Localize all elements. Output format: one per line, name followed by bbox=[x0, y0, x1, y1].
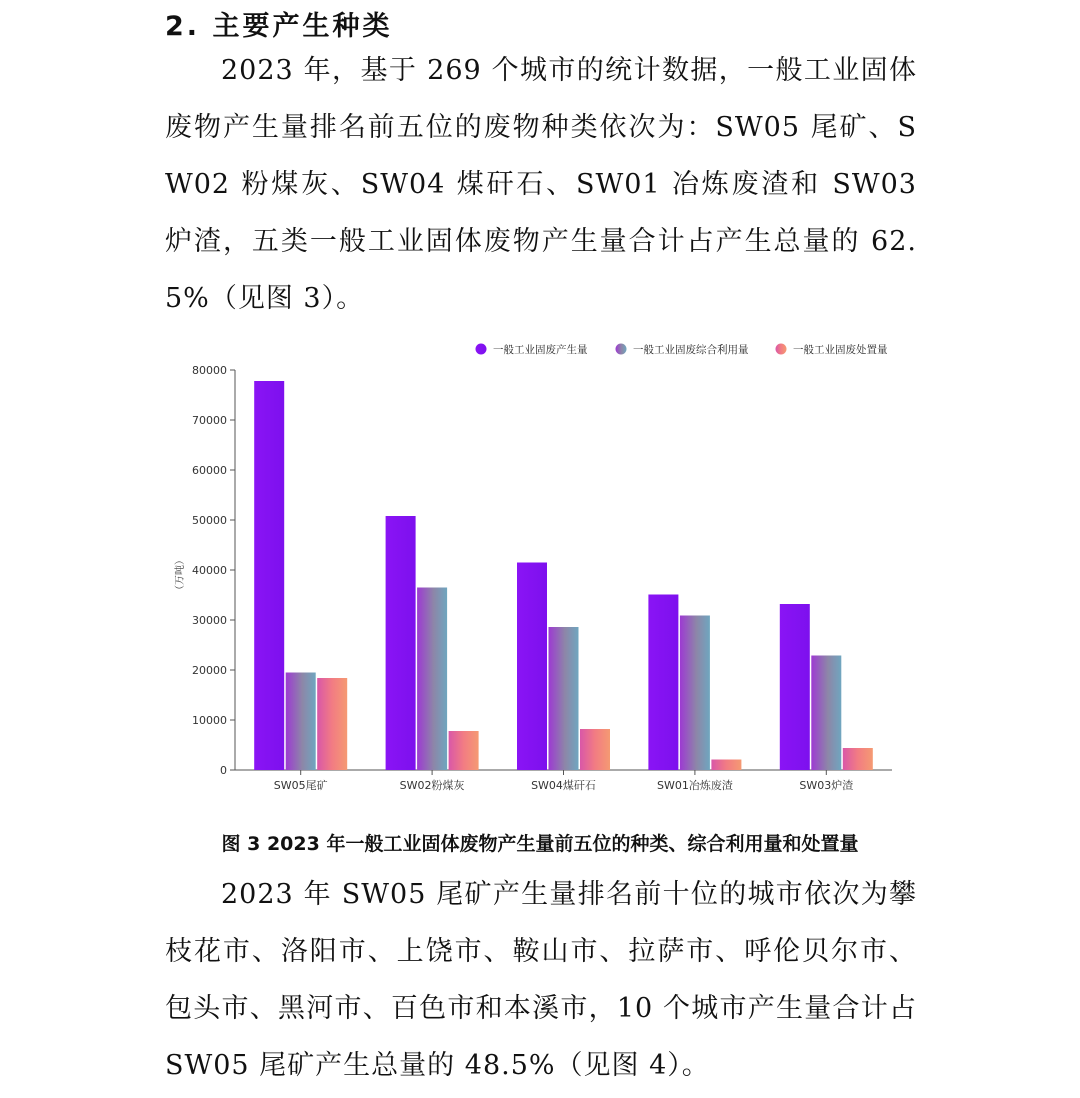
bar bbox=[648, 595, 678, 771]
bar bbox=[843, 748, 873, 770]
x-axis bbox=[274, 770, 853, 792]
legend-label: 一般工业固废处置量 bbox=[793, 344, 888, 356]
legend-marker bbox=[616, 344, 627, 355]
bar bbox=[811, 656, 841, 771]
y-tick-label: 80000 bbox=[192, 364, 227, 377]
x-tick-label: SW02粉煤灰 bbox=[399, 779, 465, 792]
bar bbox=[254, 381, 284, 770]
y-tick-label: 60000 bbox=[192, 464, 227, 477]
y-tick-label: 30000 bbox=[192, 614, 227, 627]
legend-marker bbox=[776, 344, 787, 355]
waste-bar-chart bbox=[160, 330, 920, 825]
x-tick-label: SW05尾矿 bbox=[273, 779, 328, 792]
body-paragraph-2: 2023 年 SW05 尾矿产生量排名前十位的城市依次为攀枝花市、洛阳市、上饶市、鞍山市、拉萨市、呼伦贝尔市、包头市、黑河市、百色市和本溪市，10 个城市产生量合计占 SW05 尾矿产生总量的 48.5%（见图 4）。 bbox=[165, 879, 917, 1081]
bar bbox=[517, 563, 547, 771]
bar bbox=[449, 731, 479, 770]
y-tick-label: 40000 bbox=[192, 564, 227, 577]
bar bbox=[386, 516, 416, 770]
y-tick-label: 0 bbox=[220, 764, 227, 777]
bar bbox=[711, 760, 741, 771]
figure-caption: 图 3 2023 年一般工业固体废物产生量前五位的种类、综合利用量和处置量 bbox=[221, 833, 859, 855]
section-heading: 2. 主要产生种类 bbox=[165, 11, 393, 42]
y-tick-label: 10000 bbox=[192, 714, 227, 727]
x-tick-label: SW04煤矸石 bbox=[531, 779, 596, 792]
bar bbox=[780, 604, 810, 770]
bar bbox=[317, 678, 347, 770]
x-tick-label: SW03炉渣 bbox=[799, 779, 854, 792]
chart-legend bbox=[476, 343, 888, 356]
bar bbox=[580, 729, 610, 770]
y-axis-label: （万吨） bbox=[175, 555, 186, 595]
y-tick-label: 50000 bbox=[192, 514, 227, 527]
legend-marker bbox=[476, 344, 487, 355]
legend-label: 一般工业固废产生量 bbox=[493, 344, 588, 356]
y-tick-label: 70000 bbox=[192, 414, 227, 427]
bar bbox=[417, 588, 447, 771]
bar bbox=[680, 616, 710, 771]
x-tick-label: SW01冶炼废渣 bbox=[656, 779, 733, 792]
bar-group bbox=[254, 381, 873, 770]
bar bbox=[286, 673, 316, 771]
legend-label: 一般工业固废综合利用量 bbox=[633, 344, 749, 356]
body-paragraph-1: 2023 年，基于 269 个城市的统计数据，一般工业固体废物产生量排名前五位的废物种类依次为：SW05 尾矿、SW02 粉煤灰、SW04 煤矸石、SW01 冶炼废渣和 SW03 炉渣，五类一般工业固体废物产生量合计占产生总量的 62.5%（见图 3）。 bbox=[165, 55, 917, 314]
bar bbox=[549, 627, 579, 770]
y-tick-label: 20000 bbox=[192, 664, 227, 677]
